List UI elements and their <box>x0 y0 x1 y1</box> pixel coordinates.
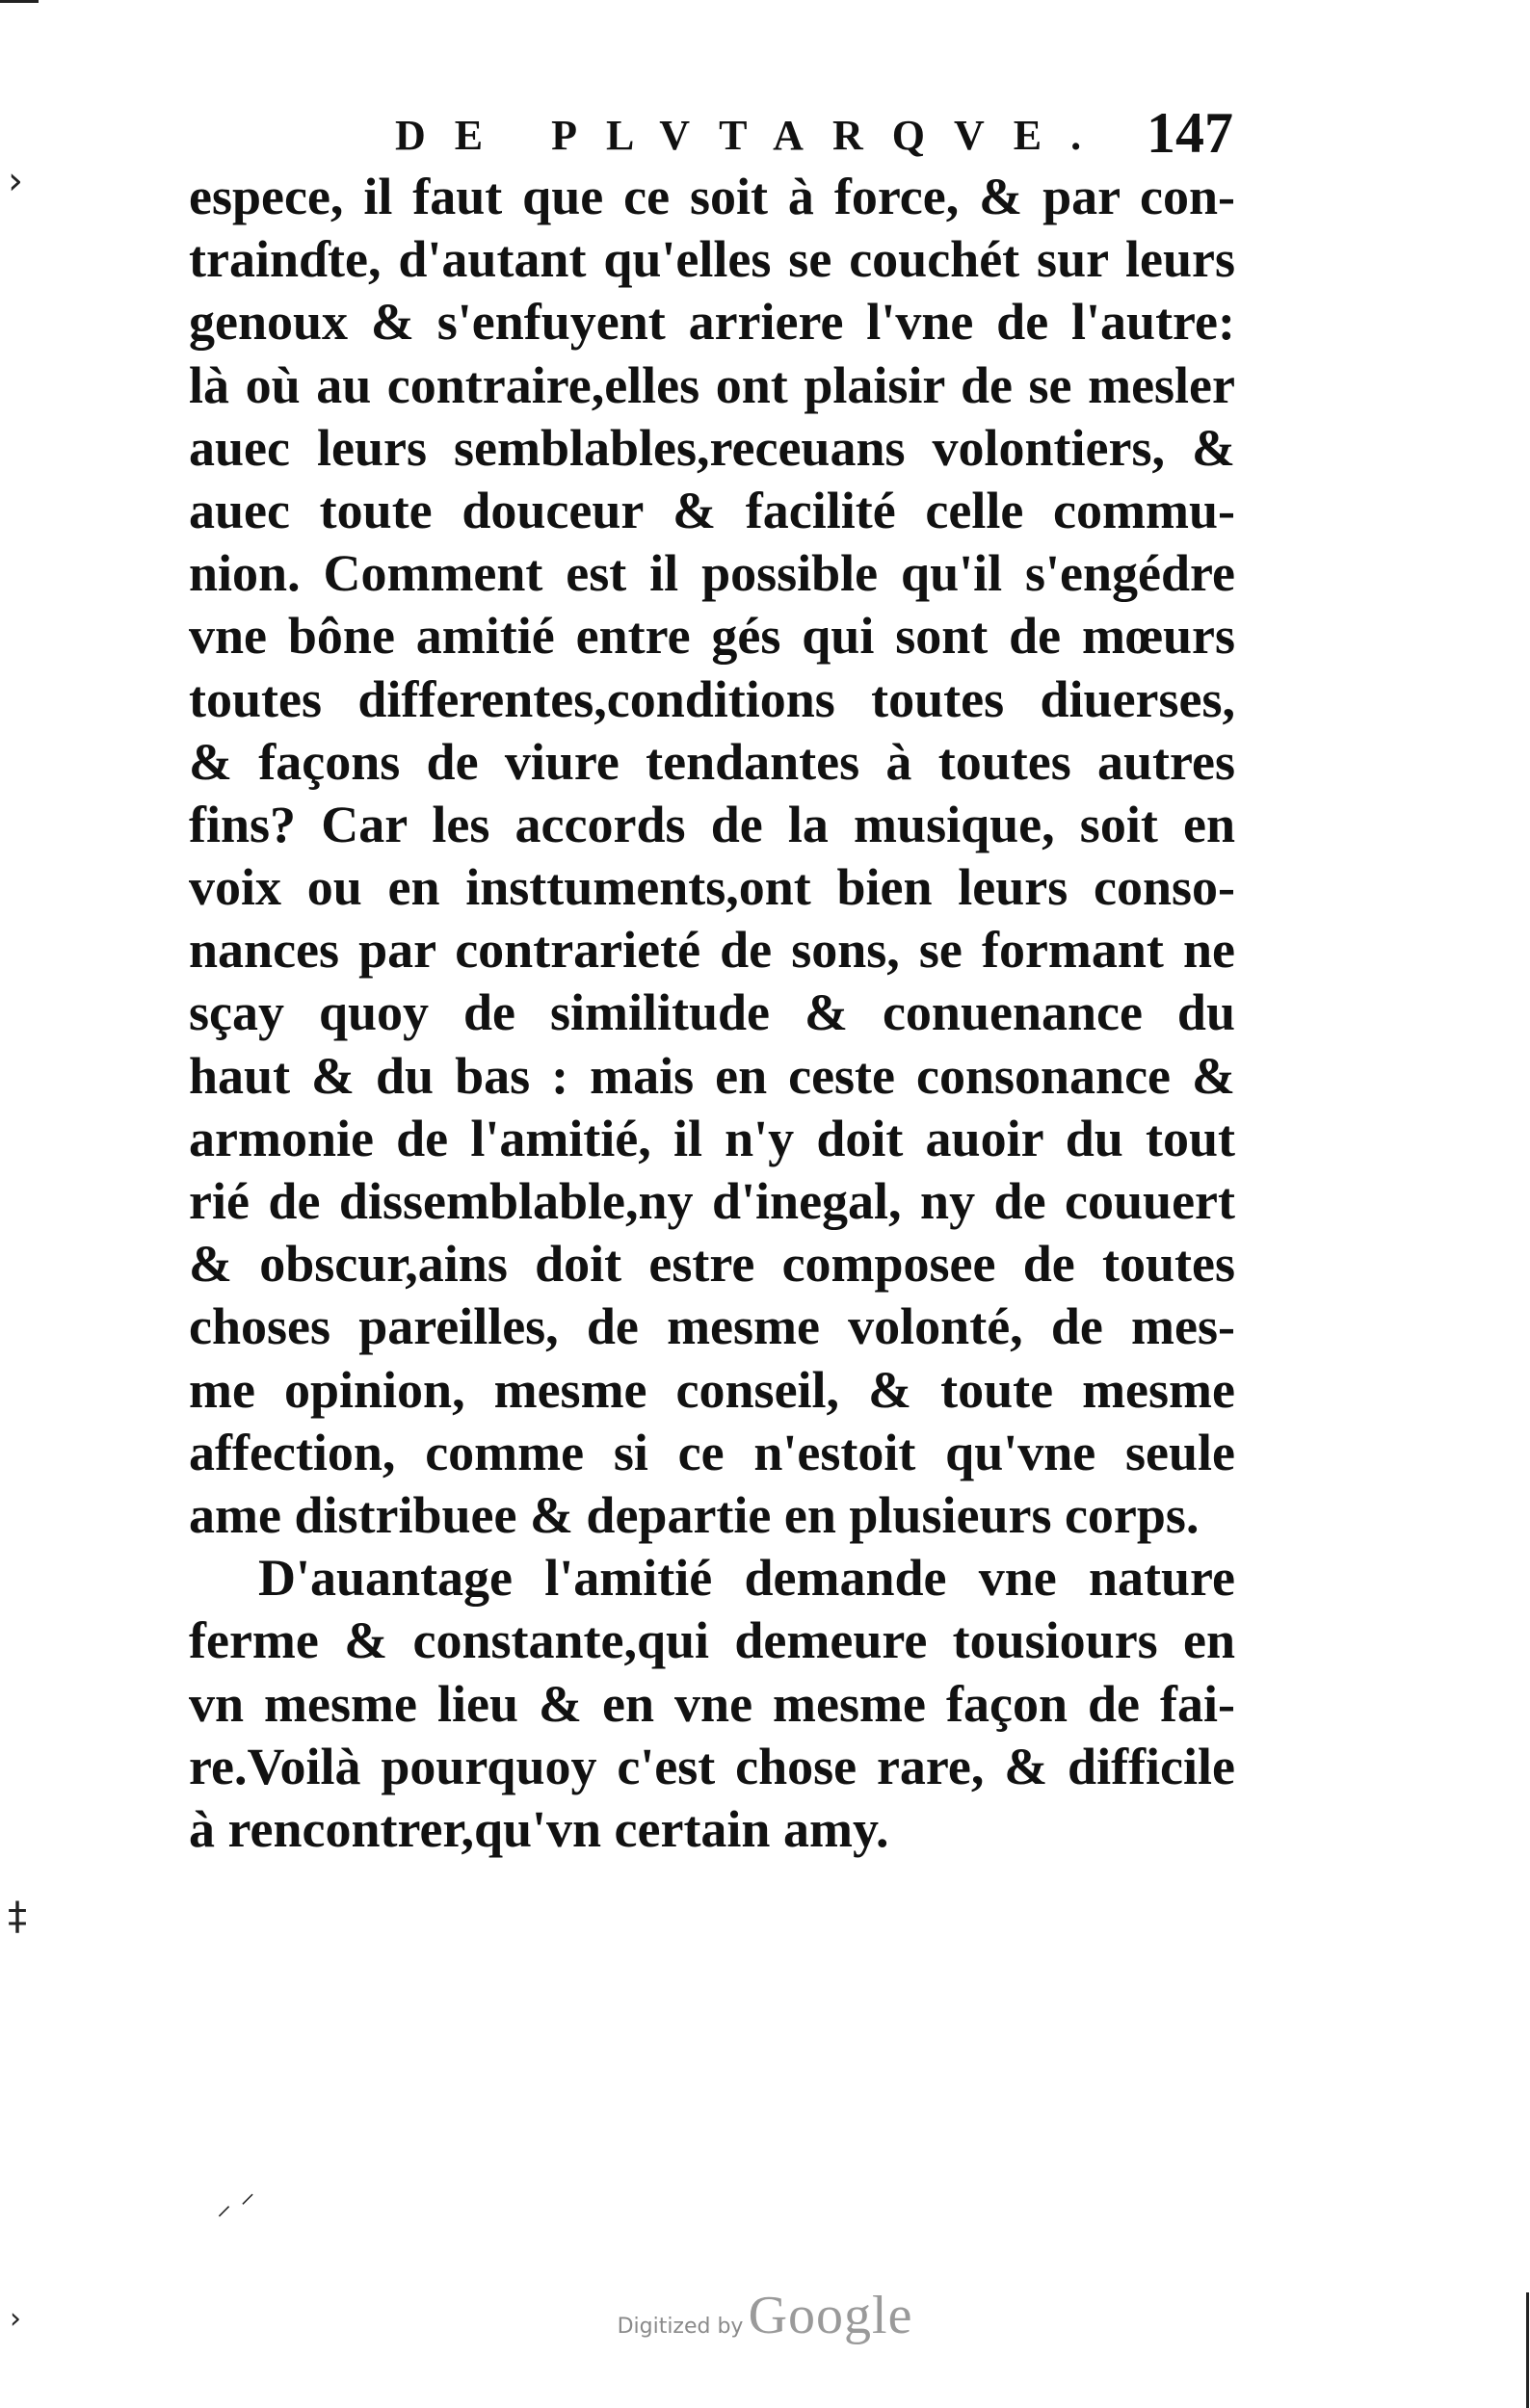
text-line: toutes differentes,conditions toutes diuerses, <box>189 669 1235 728</box>
margin-mark-top-left: › <box>8 159 23 203</box>
margin-mark-left: ‡ <box>8 1895 27 1939</box>
text-line: affection, comme si ce n'estoit qu'vne seule <box>189 1423 1235 1481</box>
text-line: à rencontrer,qu'vn certain amy. <box>189 1799 889 1858</box>
text-line: sçay quoy de similitude & conuenance du <box>189 983 1235 1042</box>
page-header <box>385 101 1233 171</box>
text-line: genoux & s'enfuyent arriere l'vne de l'autre: <box>189 293 1235 352</box>
text-line: ame distribuee & departie en plusieurs corps. <box>189 1485 1200 1544</box>
text-line: & façons de viure tendantes à toutes autres <box>189 732 1235 791</box>
text-line: là où au contraire,elles ont plaisir de se mesler <box>189 355 1235 414</box>
text-line: vn mesme lieu & en vne mesme façon de fai- <box>189 1674 1235 1733</box>
margin-mark-bottom-left: › <box>10 2302 21 2336</box>
stray-marks-bottom: ⸝ ⸍ <box>217 2188 255 2222</box>
text-line: choses pareilles, de mesme volonté, de mes- <box>189 1297 1235 1356</box>
text-line: & obscur,ains doit estre composee de toutes <box>189 1235 1235 1294</box>
scan-corner-mark <box>0 0 39 3</box>
text-line: voix ou en insttuments,ont bien leurs conso- <box>189 858 1235 917</box>
text-line: trainɗte, d'autant qu'elles se couchét sur leurs <box>189 230 1235 289</box>
text-line: ferme & constante,qui demeure tousiours en <box>189 1611 1235 1670</box>
text-line: nances par contrarieté de sons, se formant ne <box>189 921 1235 980</box>
digitized-by-label: Digitized by <box>617 2315 744 2339</box>
google-logo-text: Google <box>748 2286 913 2345</box>
body-text <box>189 166 1235 1861</box>
text-line: haut & du bas : mais en ceste consonance & <box>189 1046 1235 1105</box>
running-title: DE PLVTARQVE. <box>395 112 1111 159</box>
paragraph-start-line: D'auantage l'amitié demande vne nature <box>258 1549 1235 1608</box>
digitization-watermark <box>0 2285 1530 2346</box>
text-line: armonie de l'amitié, il n'y doit auoir du tout <box>189 1109 1235 1167</box>
text-line: espece, il faut que ce soit à force, & par con- <box>189 168 1235 225</box>
text-line: auec leurs semblables,receuans volontiers, & <box>189 418 1235 477</box>
text-line: re.Voilà pourquoy c'est chose rare, & difficile <box>189 1737 1235 1795</box>
text-line: me opinion, mesme conseil, & toute mesme <box>189 1360 1235 1419</box>
text-line: fins? Car les accords de la musique, soit en <box>189 795 1235 853</box>
page-number: 147 <box>1147 101 1233 165</box>
text-line: auec toute douceur & facilité celle commu- <box>189 481 1235 539</box>
text-line: nion. Comment est il possible qu'il s'engédre <box>189 544 1235 603</box>
text-line: rié de dissemblable,ny d'inegal, ny de couuert <box>189 1172 1235 1230</box>
text-line: vne bône amitié entre gés qui sont de mœurs <box>189 607 1235 666</box>
